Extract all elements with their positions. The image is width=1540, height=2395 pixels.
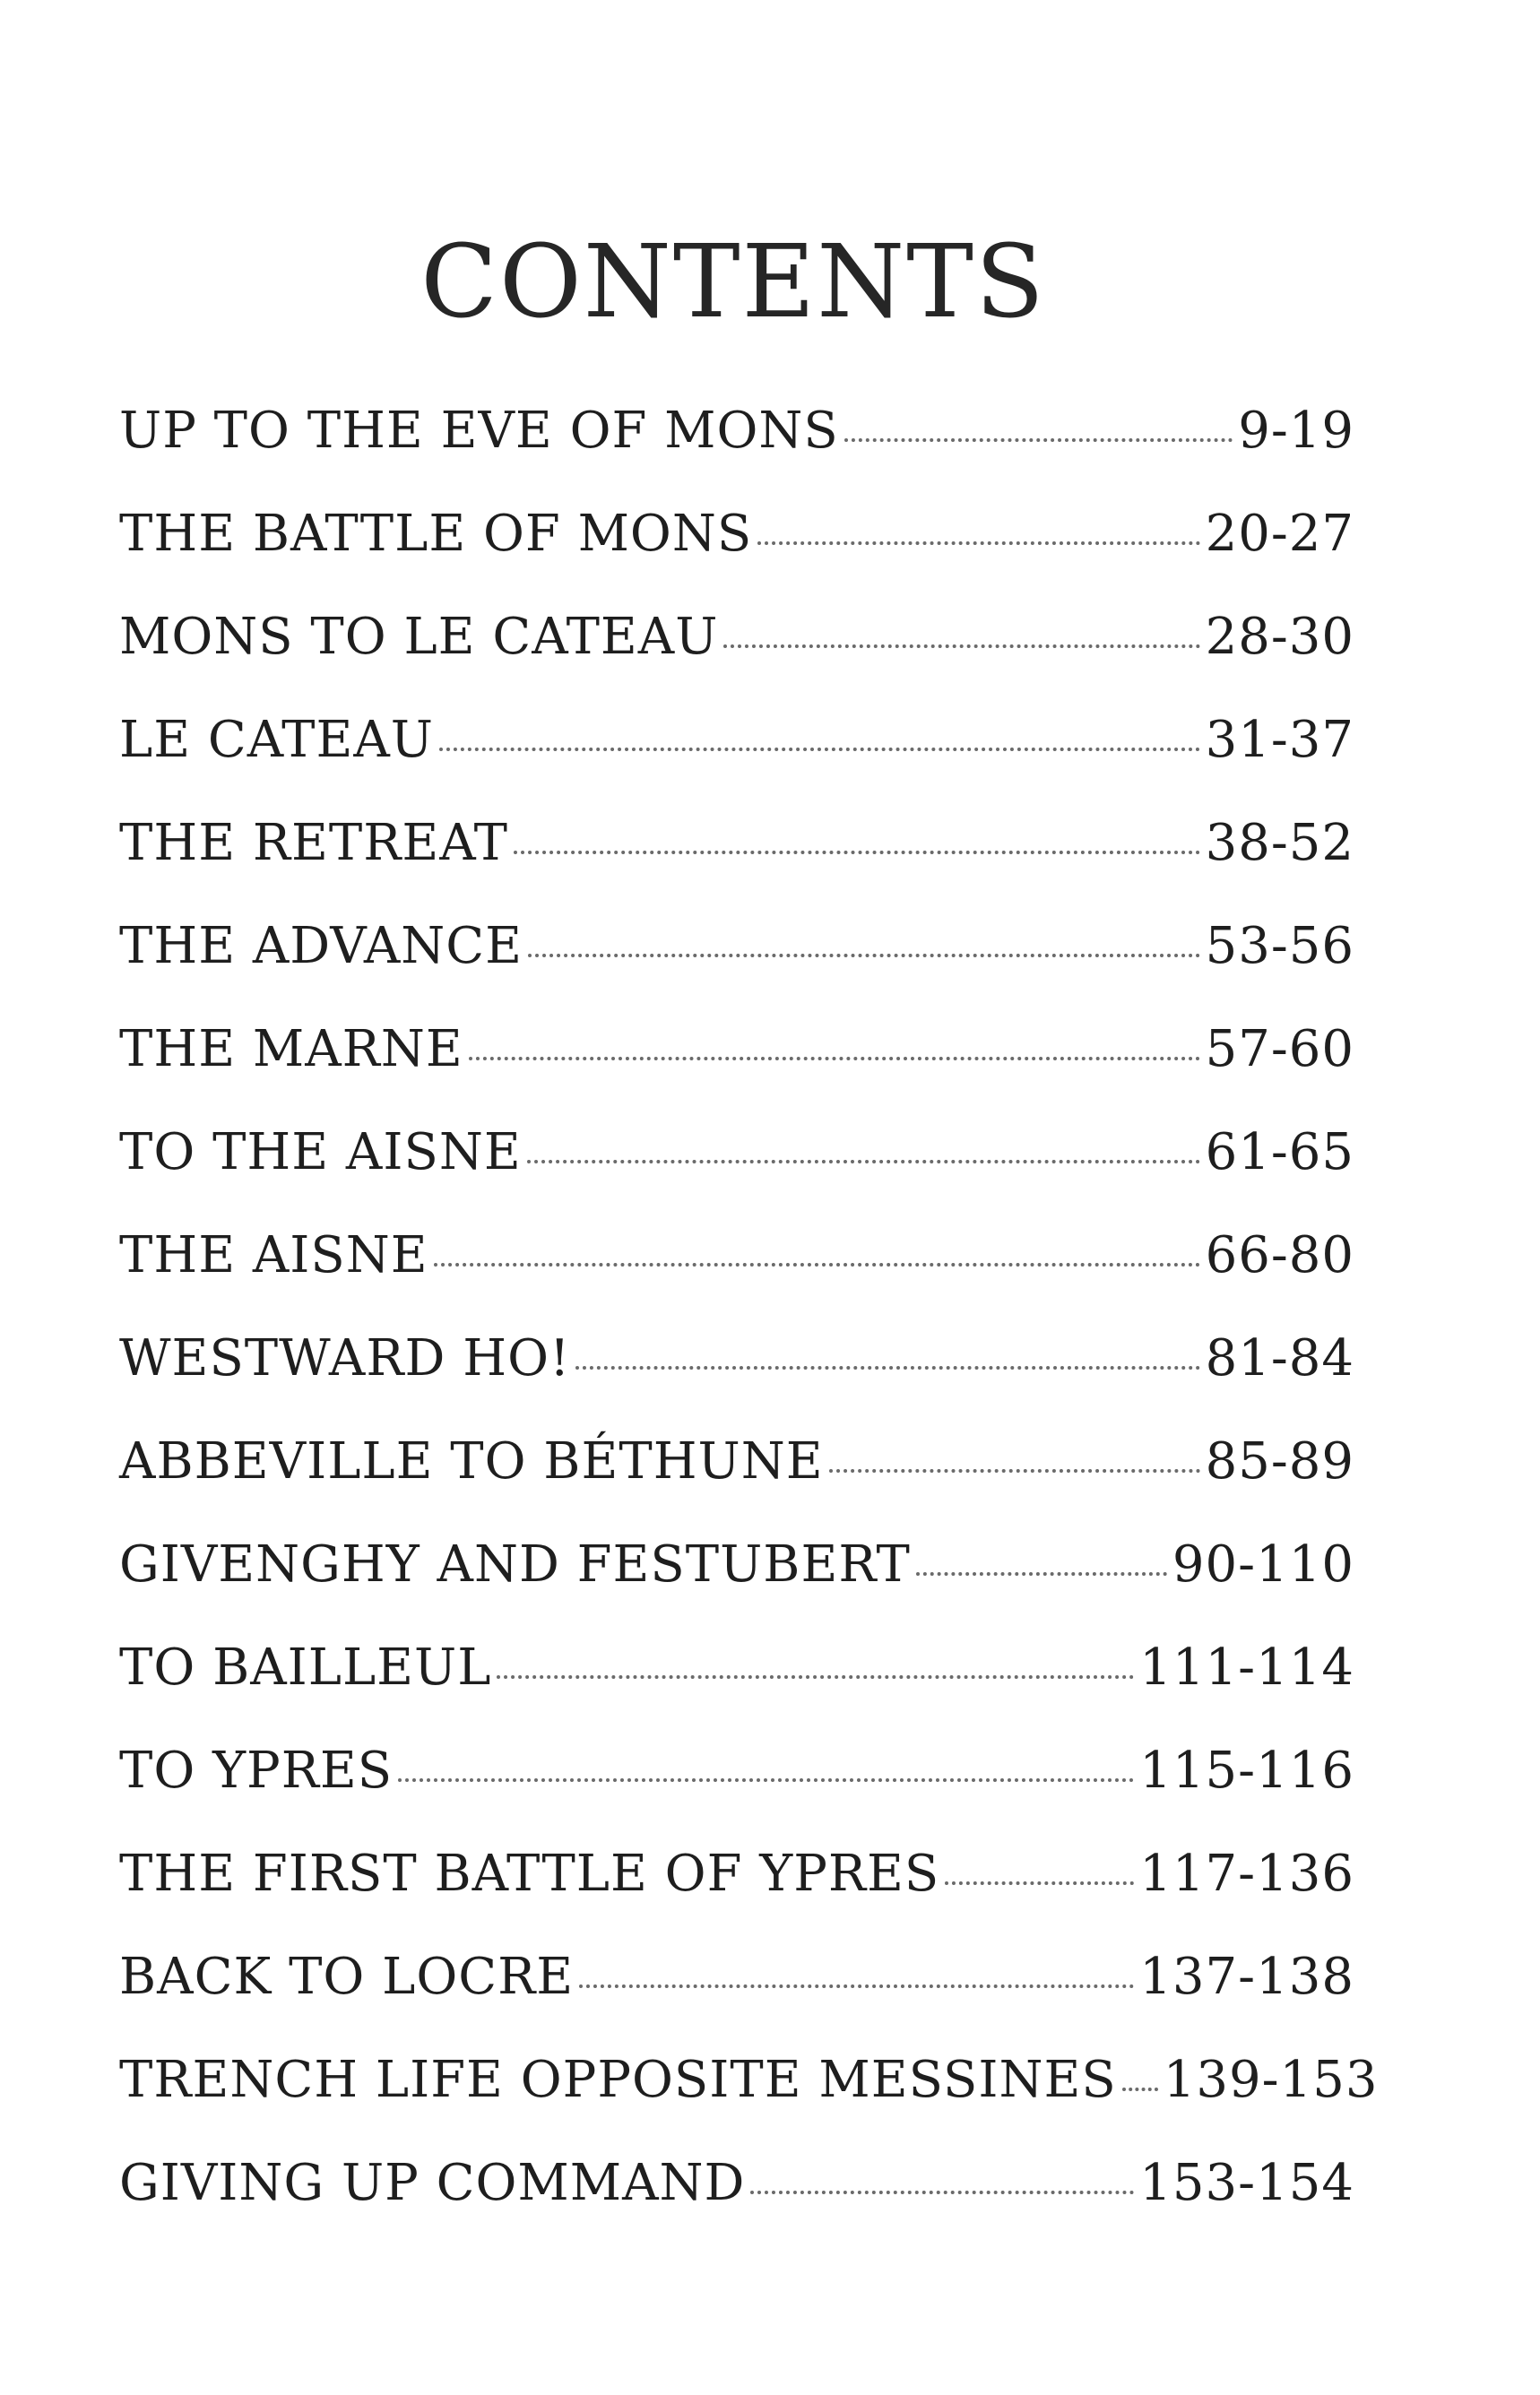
toc-entry-pages: 139-153 — [1163, 2051, 1379, 2109]
toc-entry — [119, 914, 1354, 1017]
toc-entry-pages: 115-116 — [1139, 1742, 1354, 1800]
toc-entry-title: UP TO THE EVE OF MONS — [119, 402, 839, 460]
dot-leader — [514, 851, 1200, 854]
toc-entry-pages: 53-56 — [1205, 917, 1354, 975]
toc-entry-title: TO BAILLEUL — [119, 1638, 492, 1697]
dot-leader — [844, 438, 1233, 442]
toc-entry-pages: 31-37 — [1205, 711, 1354, 769]
toc-entry-pages: 57-60 — [1205, 1020, 1354, 1078]
toc-entry — [119, 1842, 1354, 1945]
toc-entry — [119, 708, 1354, 811]
dot-leader — [1122, 2088, 1158, 2091]
dot-leader — [723, 644, 1199, 648]
toc-entry — [119, 1636, 1354, 1739]
toc-entry-pages: 117-136 — [1139, 1845, 1354, 1903]
toc-entry-pages: 66-80 — [1205, 1226, 1354, 1284]
dot-leader — [469, 1057, 1200, 1060]
toc-entry-pages: 111-114 — [1139, 1638, 1354, 1697]
dot-leader — [829, 1469, 1200, 1473]
dot-leader — [439, 748, 1200, 751]
toc-entry — [119, 811, 1354, 914]
toc-entry-title: BACK TO LOCRE — [119, 1948, 575, 2006]
toc-entry — [119, 1430, 1354, 1533]
page-title: CONTENTS — [420, 224, 1046, 342]
toc-entry-title: THE AISNE — [119, 1226, 428, 1284]
dot-leader — [434, 1263, 1200, 1267]
toc-entry-title: WESTWARD HO! — [119, 1329, 571, 1388]
toc-entry-pages: 9-19 — [1238, 402, 1354, 460]
dot-leader — [527, 1160, 1200, 1163]
dot-leader — [497, 1675, 1134, 1679]
toc-entry-title: THE RETREAT — [119, 814, 509, 872]
dot-leader — [575, 1366, 1199, 1370]
toc-entry-title: MONS TO LE CATEAU — [119, 608, 719, 666]
toc-entry-title: TO THE AISNE — [119, 1123, 522, 1181]
toc-entry — [119, 399, 1354, 502]
toc-entry — [119, 605, 1354, 708]
toc-entry-title: GIVING UP COMMAND — [119, 2154, 746, 2212]
dot-leader — [757, 541, 1199, 545]
toc-entry-pages: 61-65 — [1205, 1123, 1354, 1181]
table-of-contents — [119, 399, 1379, 2254]
toc-entry — [119, 1327, 1354, 1430]
toc-entry — [119, 1223, 1354, 1327]
toc-entry-title: TO YPRES — [119, 1742, 394, 1800]
toc-entry-pages: 28-30 — [1205, 608, 1354, 666]
toc-entry-title: GIVENGHY AND FESTUBERT — [119, 1535, 911, 1594]
toc-entry-pages: 20-27 — [1205, 505, 1354, 563]
toc-entry — [119, 502, 1354, 605]
dot-leader — [528, 954, 1200, 957]
toc-entry-pages: 85-89 — [1205, 1432, 1354, 1491]
toc-entry — [119, 1017, 1354, 1120]
toc-entry-title: THE BATTLE OF MONS — [119, 505, 753, 563]
toc-entry — [119, 1945, 1354, 2048]
toc-entry-title: THE MARNE — [119, 1020, 463, 1078]
toc-entry-pages: 153-154 — [1139, 2154, 1354, 2212]
toc-entry-title: TRENCH LIFE OPPOSITE MESSINES — [119, 2051, 1117, 2109]
dot-leader — [398, 1778, 1134, 1782]
dot-leader — [579, 1984, 1134, 1988]
dot-leader — [945, 1881, 1134, 1885]
toc-entry — [119, 1120, 1354, 1223]
toc-entry-pages: 137-138 — [1139, 1948, 1354, 2006]
toc-entry-pages: 81-84 — [1205, 1329, 1354, 1388]
toc-entry — [119, 1533, 1354, 1636]
dot-leader — [750, 2191, 1134, 2194]
toc-entry — [119, 1739, 1354, 1842]
toc-entry-pages: 90-110 — [1172, 1535, 1354, 1594]
toc-entry-pages: 38-52 — [1205, 814, 1354, 872]
toc-entry — [119, 2151, 1354, 2254]
dot-leader — [916, 1572, 1167, 1576]
toc-entry-title: THE FIRST BATTLE OF YPRES — [119, 1845, 940, 1903]
toc-entry — [119, 2048, 1379, 2151]
toc-entry-title: LE CATEAU — [119, 711, 434, 769]
toc-entry-title: ABBEVILLE TO BÉTHUNE — [119, 1432, 824, 1491]
toc-entry-title: THE ADVANCE — [119, 917, 523, 975]
